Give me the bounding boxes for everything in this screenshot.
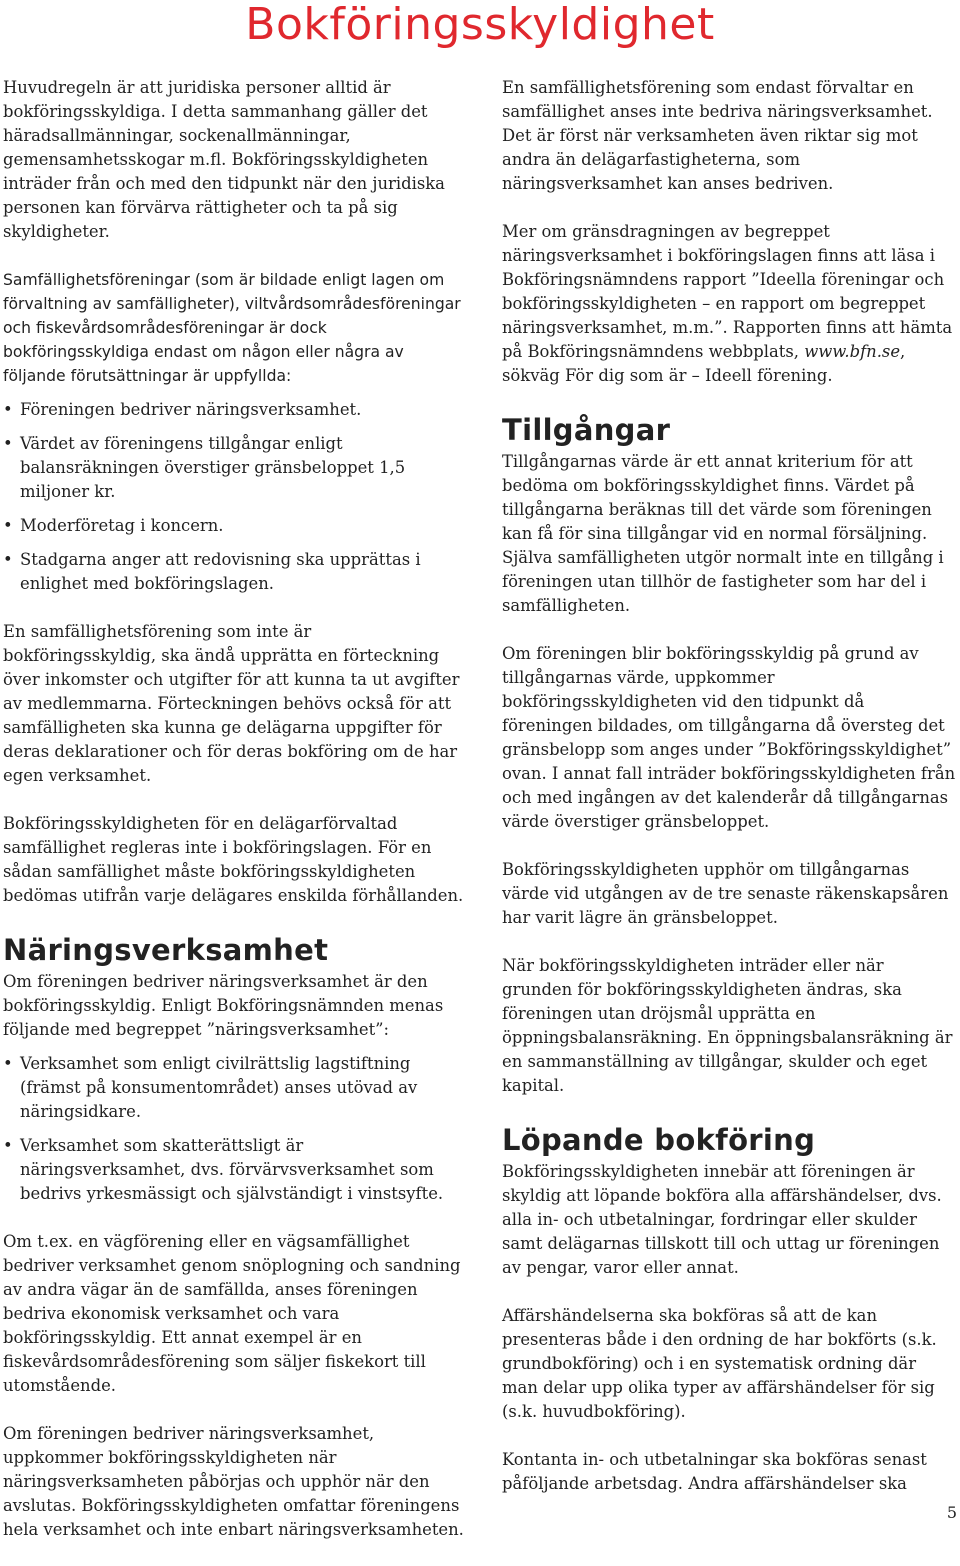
list-item: • Verksamhet som enligt civilrättslig lagstiftning (främst på konsumentområdet) anses utövad av näringsidkare. <box>3 1054 418 1121</box>
list-item: • Stadgarna anger att redovisning ska upprättas i enlighet med bokföringslagen. <box>3 550 421 593</box>
heading-naringsverksamhet: Näringsverksamhet <box>3 933 329 967</box>
paragraph-delagarforvaltad: Bokföringsskyldigheten för en delägarförvaltad samfällighet regleras inte i bokföringslagen. För en sådan samfällighet måste bokföringsskyldigheten bedömas utifrån varje delägares enskilda förhållanden. <box>3 814 464 905</box>
paragraph-rapport: Mer om gränsdragningen av begreppet näringsverksamhet i bokföringslagen finns att läsa i Bokföringsnämndens rapport ”Ideella föreningar och bokföringsskyldigheten – en rapport om begreppet näringsverksamhet, m.m.”. Rapporten finns att hämta på Bokföringsnämndens webbplats, www.bfn.se, sökväg För dig som är – Ideell förening. <box>502 222 953 385</box>
bullet-icon: • <box>3 434 13 453</box>
paragraph-oppningsbalans: När bokföringsskyldigheten inträder eller när grunden för bokföringsskyldigheten ändras, ska föreningen utan dröjsmål upprätta en öppningsbalansräkning. En öppningsbalansräkning är en sammanställning av tillgångar, skulder och eget kapital. <box>502 956 953 1095</box>
paragraph-upphor: Bokföringsskyldigheten upphör om tillgångarnas värde vid utgången av de tre senaste räkenskapsåren har varit lägre än gränsbeloppet. <box>502 860 949 927</box>
bfn-link[interactable]: www.bfn.se <box>804 342 901 361</box>
heading-lopande-bokforing: Löpande bokföring <box>502 1123 816 1157</box>
paragraph-forvaltar: En samfällighetsförening som endast förvaltar en samfällighet anses inte bedriva näringsverksamhet. Det är först när verksamheten även riktar sig mot andra än delägarfastigheterna, som näringsverksamhet kan anses bedriven. <box>502 78 933 193</box>
paragraph-tillgangar-uppkommer: Om föreningen blir bokföringsskyldig på grund av tillgångarnas värde, uppkommer bokföringsskyldigheten vid den tidpunkt då föreningen bildades, om tillgångarna då översteg det gränsbelopp som anges under ”Bokföringsskyldighet” ovan. I annat fall inträder bokföringsskyldigheten från och med ingången av det kalenderår då tillgångarnas värde överstiger gränsbeloppet. <box>502 644 956 831</box>
bullet-icon: • <box>3 516 13 535</box>
paragraph-samfallighet-conditions: Samfällighetsföreningar (som är bildade enligt lagen om förvaltning av samfälligheter), viltvårdsområdesföreningar och fiskevårdsområdesföreningar är dock bokföringsskyldiga endast om någon eller några av följande förutsättningar är uppfyllda: <box>3 271 461 385</box>
paragraph-intro: Huvudregeln är att juridiska personer alltid är bokföringsskyldiga. I detta sammanhang gäller det häradsallmänningar, sockenallmänningar, gemensamhetsskogar m.fl. Bokföringsskyldigheten inträder från och med den tidpunkt när den juridiska personen kan förvärva rättigheter och ta på sig skyldigheter. <box>3 78 445 241</box>
bullet-icon: • <box>3 550 13 569</box>
paragraph-vagforening-example: Om t.ex. en vägförening eller en vägsamfällighet bedriver verksamhet genom snöplogning och sandning av andra vägar än de samfällda, anses föreningen bedriva ekonomisk verksamhet och vara bokföringsskyldig. Ett annat exempel är en fiskevårdsområdesförening som säljer fiskekort till utomstående. <box>3 1232 461 1395</box>
bullet-icon: • <box>3 1054 13 1073</box>
bullet-icon: • <box>3 400 13 419</box>
heading-tillgangar: Tillgångar <box>502 413 671 447</box>
list-item: • Värdet av föreningens tillgångar enligt balansräkningen överstiger gränsbeloppet 1,5 miljoner kr. <box>3 434 406 501</box>
list-item: • Föreningen bedriver näringsverksamhet. <box>3 398 465 422</box>
page-title: Bokföringsskyldighet <box>245 0 715 50</box>
naring-list <box>3 1052 465 1206</box>
right-column <box>502 76 957 1520</box>
paragraph-lopande: Bokföringsskyldigheten innebär att föreningen är skyldig att löpande bokföra alla affärshändelser, dvs. alla in- och utbetalningar, fordringar eller skulder samt delägarnas tillskott till och uttag ur föreningen av pengar, varor eller annat. <box>502 1162 942 1277</box>
paragraph-naring-start: Om föreningen bedriver näringsverksamhet, uppkommer bokföringsskyldigheten när näringsverksamheten påbörjas och upphör när den avslutas. Bokföringsskyldigheten omfattar föreningens hela verksamhet och inte enbart näringsverksamheten. <box>3 1424 464 1539</box>
paragraph-naring-definition: Om föreningen bedriver näringsverksamhet är den bokföringsskyldig. Enligt Bokföringsnämnden menas följande med begreppet ”näringsverksamhet”: <box>3 972 444 1039</box>
list-item: • Moderföretag i koncern. <box>3 514 465 538</box>
left-column <box>3 76 465 1566</box>
paragraph-kontanta: Kontanta in- och utbetalningar ska bokföras senast påföljande arbetsdag. Andra affärshändelser ska <box>502 1450 927 1493</box>
bullet-icon: • <box>3 1136 13 1155</box>
conditions-list <box>3 398 465 596</box>
page-number: 5 <box>946 1503 957 1522</box>
paragraph-tillgangar-varde: Tillgångarnas värde är ett annat kriterium för att bedöma om bokföringsskyldighet finns. Värdet på tillgångarna beräknas till det värde som föreningen kan få för sina tillgångar vid en normal försäljning. Själva samfälligheten utgör normalt inte en tillgång i föreningen utan tillhör de fastigheter som har del i samfälligheten. <box>502 452 944 615</box>
list-item: • Verksamhet som skatterättsligt är näringsverksamhet, dvs. förvärvsverksamhet som bedrivs yrkesmässigt och självständigt i vinstsyfte. <box>3 1136 444 1203</box>
paragraph-forteckning: En samfällighetsförening som inte är bokföringsskyldig, ska ändå upprätta en förteckning över inkomster och utgifter för att kunna ta ut avgifter av medlemmarna. Förteckningen behövs också för att samfälligheten ska kunna ge delägarna uppgifter för deras deklarationer och för deras bokföring om de har egen verksamhet. <box>3 622 460 785</box>
paragraph-affarshandelser: Affärshändelserna ska bokföras så att de kan presenteras både i den ordning de har bokförts (s.k. grundbokföring) och i en systematisk ordning där man delar upp olika typer av affärshändelser för sig (s.k. huvudbokföring). <box>502 1306 937 1421</box>
